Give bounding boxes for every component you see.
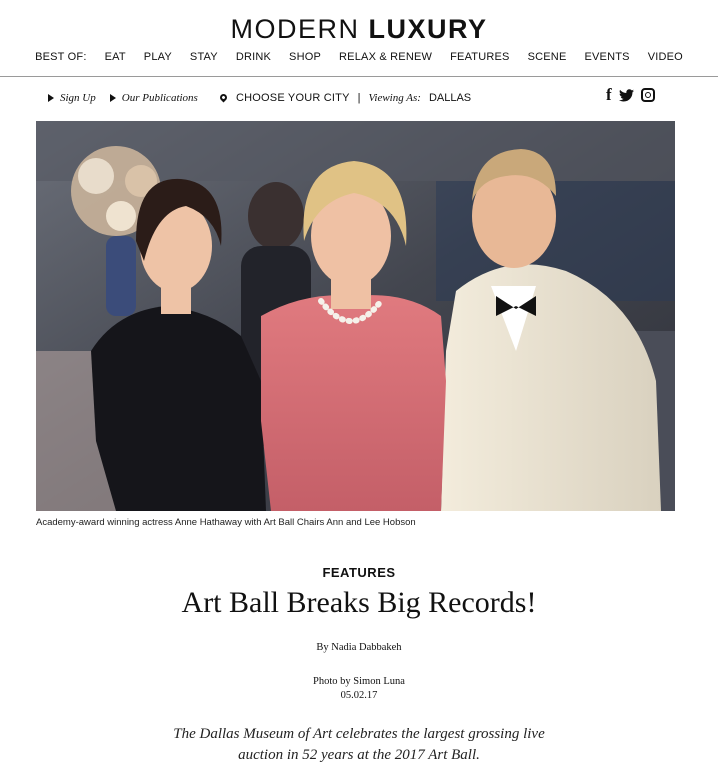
sign-up-label: Sign Up — [60, 92, 96, 104]
nav-item-shop[interactable]: SHOP — [289, 51, 322, 63]
article-title: Art Ball Breaks Big Records! — [181, 586, 537, 619]
city-separator: | — [357, 92, 361, 104]
sign-up-link[interactable] — [48, 92, 96, 104]
instagram-icon[interactable] — [641, 88, 655, 102]
publications-link[interactable] — [110, 92, 198, 104]
article-dek: The Dallas Museum of Art celebrates the largest grossing live auction in 52 years at the 2017 Art Ball. — [173, 726, 545, 763]
nav-item-play[interactable]: PLAY — [143, 51, 172, 63]
nav-best-of-label: BEST OF: — [35, 51, 87, 63]
publish-date: 05.02.17 — [340, 690, 378, 701]
nav-item-drink[interactable]: DRINK — [235, 51, 272, 63]
social-links — [606, 86, 655, 104]
nav-item-relax-renew[interactable]: RELAX & RENEW — [339, 51, 433, 63]
play-triangle-icon — [48, 94, 54, 102]
logo-bold-text: LUXURY — [368, 14, 488, 44]
nav-item-events[interactable]: EVENTS — [584, 51, 630, 63]
nav-item-video[interactable]: VIDEO — [647, 51, 683, 63]
site-logo[interactable] — [0, 14, 718, 45]
nav-item-stay[interactable]: STAY — [189, 51, 218, 63]
nav-item-scene[interactable]: SCENE — [527, 51, 567, 63]
twitter-icon[interactable] — [619, 89, 634, 102]
map-pin-icon — [219, 92, 229, 102]
photo-caption: Academy-award winning actress Anne Hathaway with Art Ball Chairs Ann and Lee Hobson — [36, 517, 416, 528]
nav-item-features[interactable]: FEATURES — [450, 51, 510, 63]
choose-city-button[interactable]: CHOOSE YOUR CITY — [236, 92, 350, 104]
play-triangle-icon — [110, 94, 116, 102]
hero-photo — [36, 121, 675, 511]
masthead — [0, 0, 718, 76]
logo-light-text: MODERN — [230, 14, 369, 44]
current-city[interactable]: DALLAS — [428, 92, 472, 104]
author-byline: By Nadia Dabbakeh — [316, 642, 402, 653]
facebook-icon[interactable]: f — [606, 85, 612, 104]
nav-item-eat[interactable]: EAT — [104, 51, 126, 63]
publications-label: Our Publications — [121, 92, 198, 104]
hero-photo-illustration — [36, 121, 675, 511]
main-nav — [0, 51, 718, 63]
section-label[interactable]: FEATURES — [322, 565, 396, 580]
viewing-as-label: Viewing As: — [368, 92, 421, 104]
utility-bar — [0, 86, 718, 112]
header-divider — [0, 76, 718, 77]
utility-links — [48, 92, 212, 104]
city-selector — [220, 92, 471, 104]
photo-credit: Photo by Simon Luna — [313, 676, 405, 687]
